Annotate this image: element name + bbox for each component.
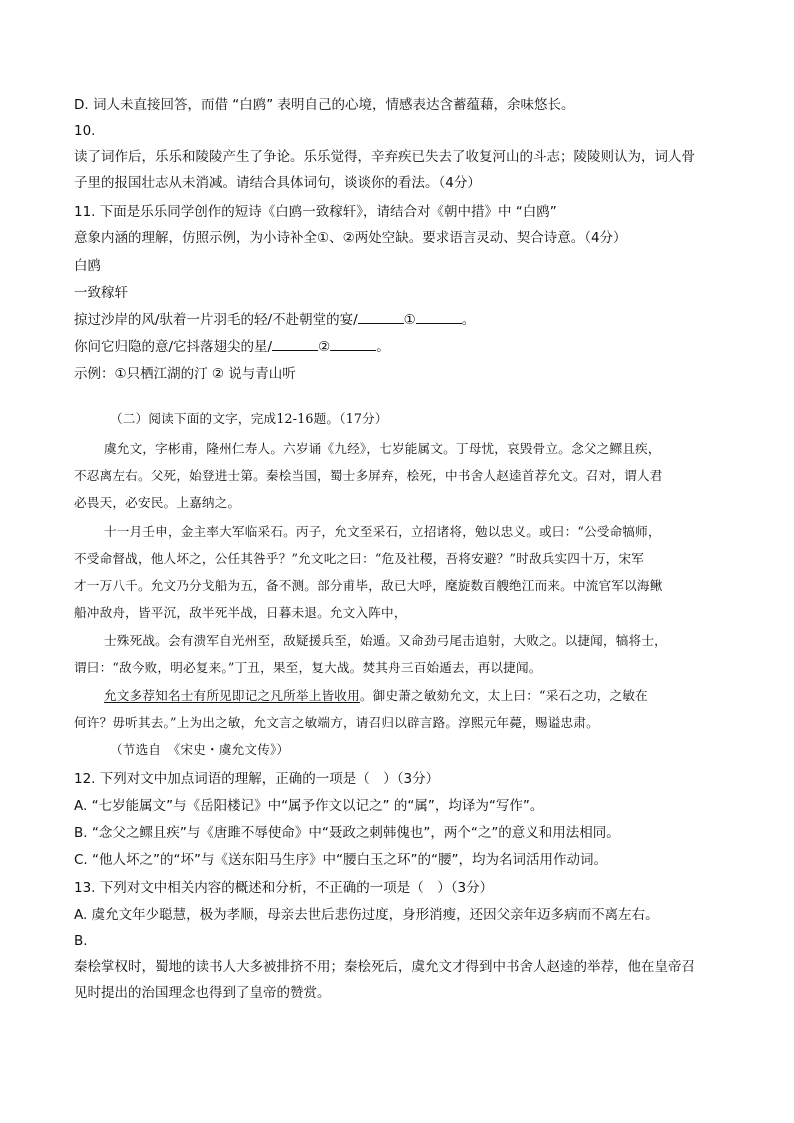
q11-stem-line2: 意象内涵的理解，仿照示例，为小诗补全①、②两处空缺。要求语言灵动、契合诗意。（4分） xyxy=(74,230,627,246)
q13-option-a: A. 虞允文年少聪慧，极为孝顺，母亲去世后悲伤过度，身形消瘦，还因父亲年迈多病而不离左右。 xyxy=(74,907,659,923)
poem-line1 xyxy=(74,311,475,329)
poem-line1-end: 。 xyxy=(461,312,476,328)
q11-stem-line1: 11. 下面是乐乐同学创作的短诗《白鸥一致稼轩》，请结合对《朝中措》中 “白鸥” xyxy=(74,204,557,220)
q11-example: 示例：①只栖江湖的汀 ② 说与青山听 xyxy=(74,366,296,382)
answer-blank-1a[interactable] xyxy=(358,311,404,324)
passage-p1-line1: 虞允文，字彬甫，隆州仁寿人。六岁诵《九经》，七岁能属文。丁母忧，哀毁骨立。念父之鳏且疾， xyxy=(104,441,661,456)
passage-p3-line1: 士殊死战。会有溃军自光州至，敌疑援兵至，始遁。又命劲弓尾击追射，大败之。以捷闻，犒将士， xyxy=(104,633,667,648)
passage-p4-line1-rest: 。御史萧之敏劾允文，太上曰：“采石之功，之敏在 xyxy=(359,688,648,703)
passage-p2-line4: 船冲敌舟，皆平沉，敌半死半战，日暮未退。允文入阵中， xyxy=(74,605,407,620)
poem-line2-text: 你问它归隐的意/它抖落翅尖的星/ xyxy=(74,339,273,355)
q13-option-b-label: B. xyxy=(74,933,88,949)
answer-blank-2b[interactable] xyxy=(330,338,376,351)
q12-option-a: A. “七岁能属文”与《岳阳楼记》中“属予作文以记之” 的“属”，均译为“写作”。 xyxy=(74,798,544,814)
passage-p4-line2: 何许？毋听其去。”上为出之敏，允文言之敏端方，请召归以辟言路。淳熙元年薨，赐谥忠肃。 xyxy=(74,715,599,730)
passage-p4-line1 xyxy=(104,687,648,705)
q13-option-b-line1: 秦桧掌权时，蜀地的读书人大多被排挤不用；秦桧死后，虞允文才得到中书舍人赵逵的举荐，他在皇帝召 xyxy=(74,959,695,975)
q9-option-d: D. 词人未直接回答，而借 “白鸥” 表明自己的心境，情感表达含蓄蕴藉，余味悠长。 xyxy=(74,97,575,113)
poem-line2-end: 。 xyxy=(376,339,390,355)
passage-p2-line2: 不受命督战，他人坏之，公任其咎乎？”允文叱之曰：“危及社稷，吾将安避？”时敌兵实四十万，宋军 xyxy=(74,551,645,566)
q12-stem: 12. 下列对文中加点词语的理解，正确的一项是（ ）（3分） xyxy=(74,771,440,787)
section2-header: （二）阅读下面的文字，完成12-16题。（17分） xyxy=(110,411,388,426)
q10-text-line1: 读了词作后，乐乐和陵陵产生了争论。乐乐觉得，辛弃疾已失去了收复河山的斗志；陵陵则认为，词人骨 xyxy=(74,149,695,165)
passage-p1-line3: 必畏天，必安民。上嘉纳之。 xyxy=(74,495,241,510)
passage-p2-line3: 才一万八千。允文乃分戈船为五，备不测。部分甫毕，敌已大呼，麾旋数百艘绝江而来。中流官军以海鳅 xyxy=(74,578,663,593)
q12-option-c: C. “他人坏之”的“坏”与《送东阳马生序》中“腰白玉之环”的“腰”，均为名词活用作动词。 xyxy=(74,852,607,868)
passage-p2-line1: 十一月壬申，金主率大军临采石。丙子，允文至采石，立招诸将，勉以忠义。或曰：“公受命犒师， xyxy=(104,524,661,539)
poem-dedication: 一致稼轩 xyxy=(74,285,128,301)
q10-number: 10. xyxy=(74,123,96,139)
q10-text-line2: 子里的报国壮志从未消减。请结合具体词句，谈谈你的看法。（4分） xyxy=(74,175,481,191)
passage-p3-line2: 谓曰：“敌今败，明必复来。”丁丑，果至，复大战。焚其舟三百始遁去，再以捷闻。 xyxy=(74,660,542,675)
blank-marker-1: ① xyxy=(403,312,416,328)
answer-blank-1b[interactable] xyxy=(416,311,462,324)
poem-line1-text: 掠过沙岸的风/驮着一片羽毛的轻/不赴朝堂的宴/ xyxy=(74,312,358,328)
q13-stem: 13. 下列对文中相关内容的概述和分析，不正确的一项是（ ）（3分） xyxy=(74,880,494,896)
passage-p1-line2: 不忍离左右。父死，始登进士第。秦桧当国，蜀士多屏弃，桧死，中书舍人赵逵首荐允文。召对，谓人君 xyxy=(74,468,663,483)
q13-option-b-line2: 见时提出的治国理念也得到了皇帝的赞赏。 xyxy=(74,985,331,1001)
blank-marker-2: ② xyxy=(318,339,331,355)
passage-source: （节选自 《宋史・虞允文传》） xyxy=(110,742,290,757)
poem-line2 xyxy=(74,338,390,356)
answer-blank-2a[interactable] xyxy=(272,338,318,351)
poem-title: 白鸥 xyxy=(74,258,101,274)
underlined-sentence: 允文多荐知名士有所见即记之凡所举上皆收用 xyxy=(104,688,360,703)
q12-option-b: B. “念父之鳏且疾”与《唐雎不辱使命》中“聂政之刺韩傀也”，两个“之”的意义和用法相同。 xyxy=(74,825,620,841)
